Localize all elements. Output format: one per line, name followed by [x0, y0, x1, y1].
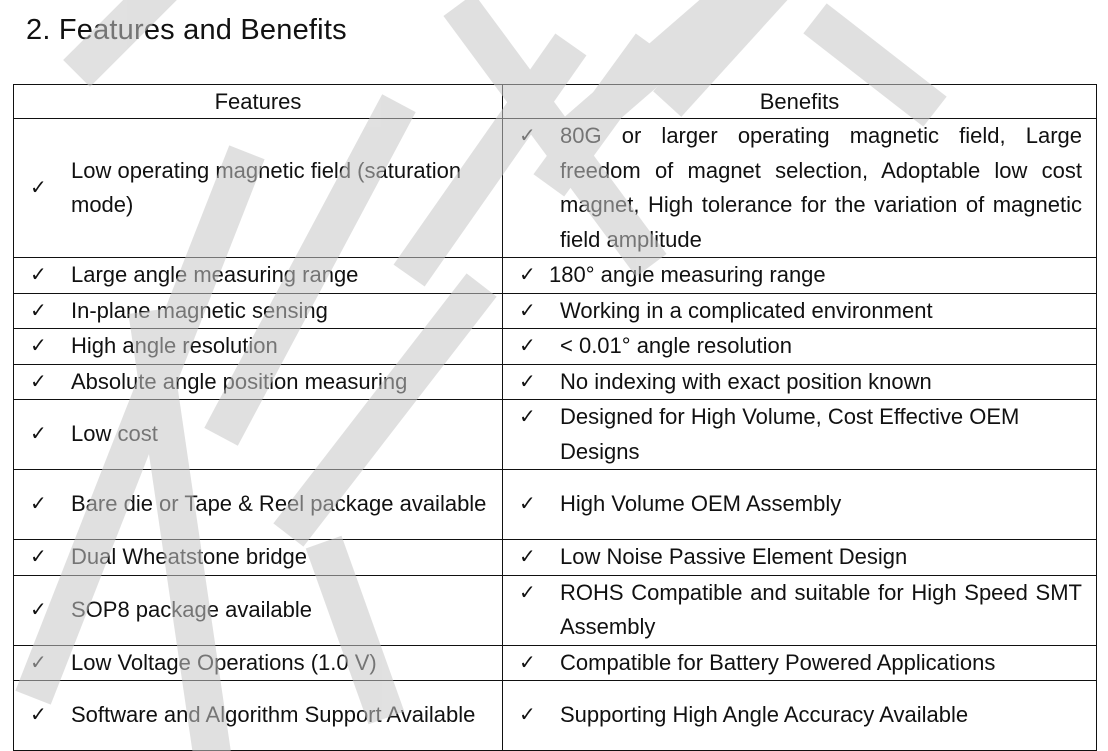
feature-text: Software and Algorithm Support Available	[71, 702, 476, 728]
check-icon: ✓	[519, 651, 536, 674]
feature-cell	[14, 575, 503, 645]
check-icon: ✓	[30, 493, 47, 516]
check-icon: ✓	[519, 299, 536, 322]
benefit-cell	[503, 364, 1097, 400]
benefit-cell	[503, 540, 1097, 576]
table-row	[14, 645, 1097, 681]
table-row	[14, 540, 1097, 576]
feature-cell	[14, 645, 503, 681]
table-row	[14, 329, 1097, 365]
benefit-cell	[503, 119, 1097, 258]
check-icon: ✓	[30, 370, 47, 393]
feature-text: Bare die or Tape & Reel package available	[71, 491, 487, 517]
check-icon: ✓	[30, 176, 47, 199]
table-row	[14, 258, 1097, 294]
check-icon: ✓	[30, 299, 47, 322]
feature-cell	[14, 540, 503, 576]
benefit-cell	[503, 645, 1097, 681]
check-icon: ✓	[519, 581, 536, 604]
benefit-text: Supporting High Angle Accuracy Available	[560, 702, 969, 728]
benefit-text: Designed for High Volume, Cost Effective OEM Designs	[560, 404, 1020, 464]
check-icon: ✓	[519, 264, 536, 286]
feature-text: Low cost	[71, 421, 158, 447]
feature-text: Low operating magnetic field (saturation mode)	[71, 157, 462, 217]
check-icon: ✓	[519, 546, 536, 568]
check-icon: ✓	[519, 406, 536, 428]
benefit-text: Working in a complicated environment	[560, 297, 933, 323]
check-icon: ✓	[30, 423, 47, 446]
check-icon: ✓	[30, 651, 47, 674]
check-icon: ✓	[30, 598, 47, 621]
benefit-cell	[503, 258, 1097, 294]
feature-cell	[14, 681, 503, 751]
feature-text: Large angle measuring range	[71, 262, 359, 287]
benefit-cell	[503, 293, 1097, 329]
benefit-cell	[503, 400, 1097, 470]
benefit-text: Low Noise Passive Element Design	[560, 544, 908, 569]
check-icon: ✓	[519, 370, 536, 393]
check-icon: ✓	[30, 264, 47, 286]
watermark-stroke	[680, 0, 780, 90]
benefit-cell	[503, 470, 1097, 540]
table-header-row	[14, 85, 1097, 119]
feature-text: Low Voltage Operations (1.0 V)	[71, 649, 377, 675]
table-row	[14, 400, 1097, 470]
benefit-text: 180° angle measuring range	[549, 262, 826, 287]
check-icon: ✓	[30, 335, 47, 357]
benefit-text: High Volume OEM Assembly	[560, 491, 842, 517]
benefit-text: ROHS Compatible and suitable for High Speed SMT Assembly	[560, 579, 1082, 639]
section-title: 2. Features and Benefits	[26, 14, 347, 46]
feature-cell	[14, 293, 503, 329]
feature-text: Absolute angle position measuring	[71, 368, 408, 394]
benefit-cell	[503, 329, 1097, 365]
feature-text: In-plane magnetic sensing	[71, 297, 328, 323]
features-benefits-table	[13, 84, 1097, 751]
benefit-text: No indexing with exact position known	[560, 368, 932, 394]
check-icon: ✓	[30, 704, 47, 727]
check-icon: ✓	[519, 335, 536, 357]
feature-cell	[14, 119, 503, 258]
feature-cell	[14, 364, 503, 400]
check-icon: ✓	[519, 493, 536, 516]
feature-cell	[14, 400, 503, 470]
features-header: Features	[14, 85, 503, 119]
benefit-cell	[503, 575, 1097, 645]
table-row	[14, 364, 1097, 400]
feature-cell	[14, 329, 503, 365]
benefit-text: 80G or larger operating magnetic field, Large freedom of magnet selection, Adoptable low cost magnet, High tolerance for the variation of magnetic field amplitude	[560, 123, 1082, 252]
benefit-text: Compatible for Battery Powered Applications	[560, 649, 996, 675]
table-row	[14, 119, 1097, 258]
feature-cell	[14, 258, 503, 294]
check-icon: ✓	[519, 704, 536, 727]
benefit-cell	[503, 681, 1097, 751]
benefit-text: < 0.01° angle resolution	[560, 333, 793, 358]
feature-text: SOP8 package available	[71, 596, 312, 622]
table-row	[14, 470, 1097, 540]
feature-text: High angle resolution	[71, 333, 278, 358]
feature-cell	[14, 470, 503, 540]
benefits-header: Benefits	[503, 85, 1097, 119]
table-row	[14, 293, 1097, 329]
check-icon: ✓	[519, 125, 536, 147]
check-icon: ✓	[30, 546, 47, 568]
table-row	[14, 575, 1097, 645]
table-row	[14, 681, 1097, 751]
feature-text: Dual Wheatstone bridge	[71, 544, 308, 569]
